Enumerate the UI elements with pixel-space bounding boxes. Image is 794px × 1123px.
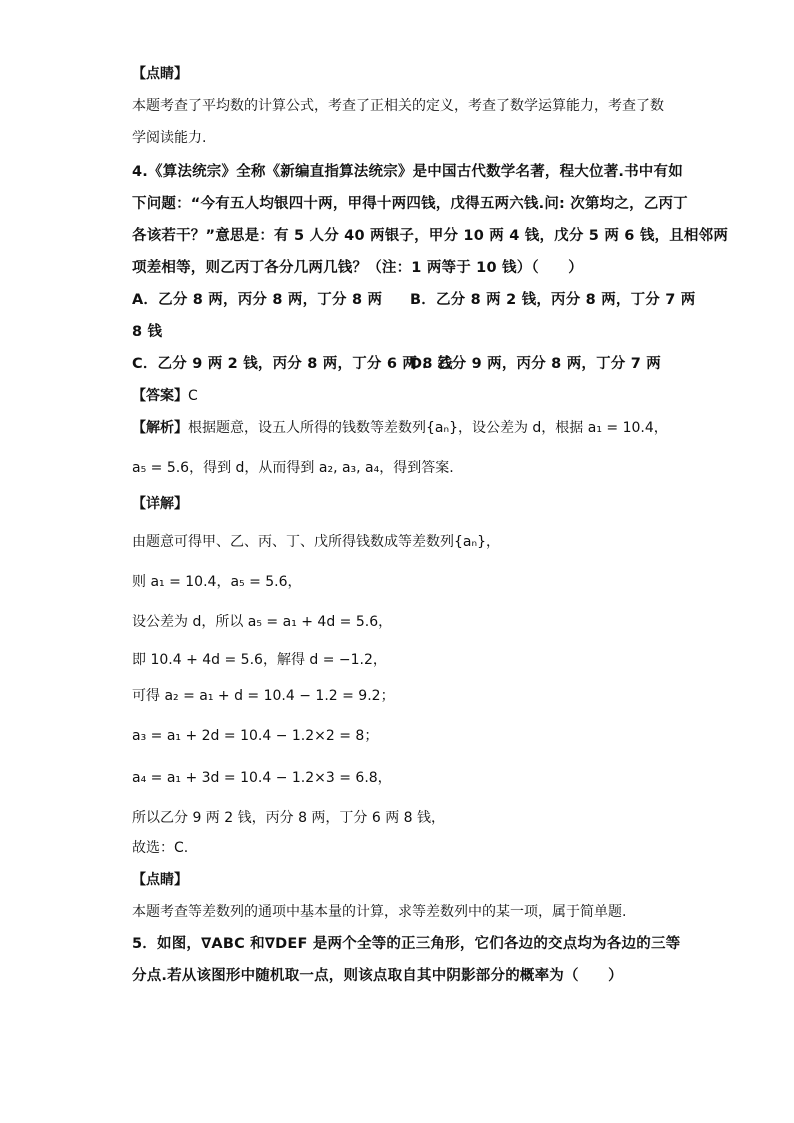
detail-line: 由题意可得甲、乙、丙、丁、戊所得钱数成等差数列{aₙ}， xyxy=(132,534,500,550)
detail-line: a₄ = a₁ + 3d = 10.4 − 1.2×3 = 6.8， xyxy=(132,770,392,786)
detail-line: 设公差为 d，所以 a₅ = a₁ + 4d = 5.6， xyxy=(132,614,393,630)
detail-line: 所以乙分 9 两 2 钱，丙分 8 两，丁分 6 两 8 钱， xyxy=(132,810,446,826)
detail-line: 可得 a₂ = a₁ + d = 10.4 − 1.2 = 9.2； xyxy=(132,688,395,704)
question-4-line-4: 项差相等，则乙丙丁各分几两几钱？（注：1 两等于 10 钱）（ ） xyxy=(132,260,583,276)
detail-line: 则 a₁ = 10.4，a₅ = 5.6， xyxy=(132,574,302,590)
analysis-tag: 【解析】 xyxy=(132,420,188,436)
dianjing-heading-2: 【点睛】 xyxy=(132,872,188,888)
analysis-line-2: a₅ = 5.6，得到 d，从而得到 a₂, a₃, a₄，得到答案. xyxy=(132,460,454,476)
dianjing-text-2-line-1: 本题考查等差数列的通项中基本量的计算，求等差数列中的某一项，属于简单题. xyxy=(132,904,627,920)
question-4-option-b-continued: 8 钱 xyxy=(132,324,163,340)
question-4-line-2: 下问题：“今有五人均银四十两，甲得十两四钱，戊得五两六钱.问: 次第均之，乙丙丁 xyxy=(132,196,688,212)
question-4-option-b: B．乙分 8 两 2 钱，丙分 8 两，丁分 7 两 xyxy=(410,292,696,308)
analysis-line-1 xyxy=(132,418,668,438)
answer-value: C xyxy=(188,388,198,404)
dianjing-heading-1: 【点睛】 xyxy=(132,66,188,82)
question-4-line-1: 4.《算法统宗》全称《新编直指算法统宗》是中国古代数学名著，程大位著.书中有如 xyxy=(132,164,683,180)
question-4-option-c: C．乙分 9 两 2 钱，丙分 8 两，丁分 6 两 8 钱 xyxy=(132,356,453,372)
question-5-line-2: 分点.若从该图形中随机取一点，则该点取自其中阴影部分的概率为（ ） xyxy=(132,968,623,984)
detail-line: 即 10.4 + 4d = 5.6，解得 d = −1.2， xyxy=(132,652,387,668)
question-5-line-1: 5．如图，∇ABC 和∇DEF 是两个全等的正三角形，它们各边的交点均为各边的三等 xyxy=(132,936,681,952)
answer-row xyxy=(132,386,198,406)
dianjing-text-1-line-2: 学阅读能力. xyxy=(132,130,207,146)
detail-line: a₃ = a₁ + 2d = 10.4 − 1.2×2 = 8； xyxy=(132,728,379,744)
analysis-text-1: 根据题意，设五人所得的钱数等差数列{aₙ}，设公差为 d，根据 a₁ = 10.4， xyxy=(188,420,668,436)
answer-tag: 【答案】 xyxy=(132,388,188,404)
question-4-option-a: A．乙分 8 两，丙分 8 两，丁分 8 两 xyxy=(132,292,383,308)
detail-line: 故选：C. xyxy=(132,840,189,856)
question-4-line-3: 各该若干？”意思是：有 5 人分 40 两银子，甲分 10 两 4 钱，戊分 5 两 6 钱，且相邻两 xyxy=(132,228,729,244)
dianjing-text-1-line-1: 本题考查了平均数的计算公式，考查了正相关的定义，考查了数学运算能力，考查了数 xyxy=(132,98,664,114)
question-4-option-d: D．乙分 9 两，丙分 8 两，丁分 7 两 xyxy=(410,356,661,372)
detail-heading: 【详解】 xyxy=(132,496,188,512)
